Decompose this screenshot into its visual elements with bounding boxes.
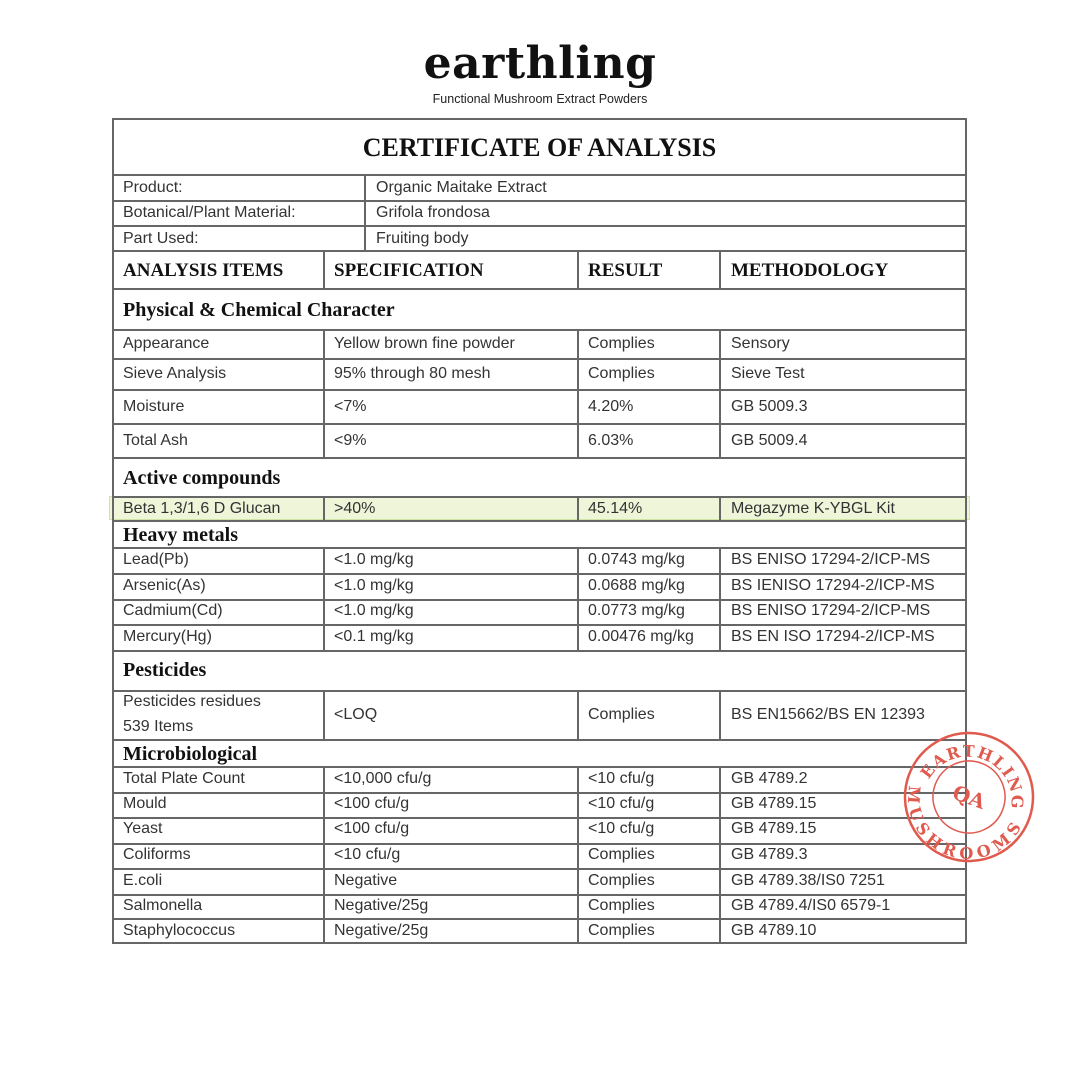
cell-spec: <1.0 mg/kg — [334, 602, 414, 619]
cell-result: 0.0688 mg/kg — [588, 577, 685, 594]
grid-line — [112, 766, 967, 768]
cell-item: Moisture — [123, 398, 185, 415]
grid-line — [577, 250, 579, 289]
cell-method: BS EN15662/BS EN 12393 — [731, 706, 925, 723]
cell-method: GB 4789.10 — [731, 922, 817, 939]
cell-spec: <7% — [334, 398, 367, 415]
stamp-bottom-text: MUSHROOMS — [903, 785, 1026, 864]
grid-line — [112, 894, 967, 896]
cell-item: Salmonella — [123, 897, 203, 914]
grid-line — [323, 329, 325, 458]
grid-line — [112, 624, 967, 626]
grid-line — [323, 250, 325, 289]
column-header-specification: SPECIFICATION — [334, 260, 484, 281]
info-value-product: Organic Maitake Extract — [376, 179, 547, 196]
grid-line — [112, 174, 967, 176]
grid-line — [112, 457, 967, 459]
cell-method: Megazyme K-YBGL Kit — [731, 500, 895, 517]
grid-line — [112, 200, 967, 202]
cell-method: BS IENISO 17294-2/ICP-MS — [731, 577, 935, 594]
grid-line — [719, 766, 721, 944]
grid-line — [112, 918, 967, 920]
section-title-active-compounds: Active compounds — [123, 467, 281, 489]
info-value-botanical: Grifola frondosa — [376, 204, 490, 221]
cell-item: Total Ash — [123, 432, 188, 449]
grid-line — [112, 547, 967, 549]
grid-line — [112, 817, 967, 819]
grid-line — [577, 329, 579, 458]
cell-method: GB 4789.15 — [731, 795, 817, 812]
cell-item: Yeast — [123, 820, 163, 837]
grid-line — [364, 174, 366, 251]
cell-result: Complies — [588, 872, 655, 889]
grid-line — [112, 329, 967, 331]
cell-method: GB 4789.38/IS0 7251 — [731, 872, 885, 889]
cell-item: Sieve Analysis — [123, 365, 227, 382]
certificate-of-analysis — [112, 118, 967, 944]
cell-method: BS ENISO 17294-2/ICP-MS — [731, 602, 931, 619]
grid-line — [112, 288, 967, 290]
cell-item: Coliforms — [123, 846, 191, 863]
cell-result: Complies — [588, 846, 655, 863]
cell-result: 6.03% — [588, 432, 634, 449]
grid-line — [577, 690, 579, 740]
cell-method: GB 4789.3 — [731, 846, 808, 863]
grid-line — [719, 547, 721, 650]
cell-method: BS EN ISO 17294-2/ICP-MS — [731, 628, 935, 645]
cell-spec: <100 cfu/g — [334, 795, 410, 812]
cell-method: Sieve Test — [731, 365, 805, 382]
grid-line — [323, 547, 325, 650]
info-label-botanical: Botanical/Plant Material: — [123, 204, 296, 221]
cell-spec: <1.0 mg/kg — [334, 577, 414, 594]
column-header-result: RESULT — [588, 260, 663, 281]
info-label-product: Product: — [123, 179, 183, 196]
grid-line — [112, 225, 967, 227]
cell-result: 45.14% — [588, 500, 643, 517]
cell-result: <10 cfu/g — [588, 795, 655, 812]
column-header-methodology: METHODOLOGY — [731, 260, 889, 281]
cell-spec: <9% — [334, 432, 367, 449]
grid-line — [577, 496, 579, 521]
grid-line — [323, 496, 325, 521]
cell-result: 4.20% — [588, 398, 634, 415]
cell-item: Total Plate Count — [123, 770, 245, 787]
cell-item: Staphylococcus — [123, 922, 236, 939]
grid-line — [112, 573, 967, 575]
cell-result: Complies — [588, 335, 655, 352]
cell-result: <10 cfu/g — [588, 820, 655, 837]
cell-item: Lead(Pb) — [123, 551, 189, 568]
cell-result: Complies — [588, 922, 655, 939]
cell-item: Mercury(Hg) — [123, 628, 212, 645]
brand-tagline: Functional Mushroom Extract Powders — [432, 92, 648, 106]
grid-line — [577, 766, 579, 944]
cell-item: Arsenic(As) — [123, 577, 206, 594]
cell-spec: >40% — [334, 500, 376, 517]
cell-spec: <10,000 cfu/g — [334, 770, 432, 787]
grid-line — [719, 329, 721, 458]
grid-line — [112, 423, 967, 425]
grid-line — [719, 690, 721, 740]
cell-spec: <1.0 mg/kg — [334, 551, 414, 568]
cell-spec: 95% through 80 mesh — [334, 365, 491, 382]
info-label-part-used: Part Used: — [123, 230, 199, 247]
section-title-heavy-metals: Heavy metals — [123, 524, 238, 546]
grid-line — [112, 843, 967, 845]
grid-line — [112, 792, 967, 794]
cell-result: 0.00476 mg/kg — [588, 628, 694, 645]
grid-line — [112, 942, 967, 944]
grid-line — [112, 650, 967, 652]
info-value-part-used: Fruiting body — [376, 230, 469, 247]
cell-result: Complies — [588, 706, 655, 723]
column-header-analysis-items: ANALYSIS ITEMS — [123, 260, 284, 281]
cell-method: GB 5009.4 — [731, 432, 808, 449]
stamp-top-text: EARTHLING — [916, 741, 1027, 811]
cell-spec: <100 cfu/g — [334, 820, 410, 837]
grid-line — [112, 118, 114, 944]
grid-line — [719, 496, 721, 521]
cell-spec: <10 cfu/g — [334, 846, 401, 863]
cell-method: Sensory — [731, 335, 790, 352]
cell-item: E.coli — [123, 872, 163, 889]
cell-spec: Negative/25g — [334, 897, 429, 914]
grid-line — [719, 250, 721, 289]
cell-item: Appearance — [123, 335, 210, 352]
section-title-physical-chemical: Physical & Chemical Character — [123, 299, 395, 321]
cell-result: 0.0743 mg/kg — [588, 551, 685, 568]
grid-line — [112, 389, 967, 391]
qa-stamp — [901, 729, 1037, 865]
cell-result: Complies — [588, 897, 655, 914]
grid-line — [112, 690, 967, 692]
cell-result: 0.0773 mg/kg — [588, 602, 685, 619]
cell-spec: Negative — [334, 872, 398, 889]
grid-line — [323, 766, 325, 944]
stamp-center-text: QA — [949, 780, 989, 814]
grid-line — [112, 496, 967, 498]
grid-line — [112, 739, 967, 741]
cell-method: GB 5009.3 — [731, 398, 808, 415]
grid-line — [112, 868, 967, 870]
cell-item-line2: 539 Items — [123, 718, 194, 735]
cell-result: Complies — [588, 365, 655, 382]
grid-line — [112, 520, 967, 522]
cell-item: Pesticides residues — [123, 693, 261, 710]
cell-item: Beta 1,3/1,6 D Glucan — [123, 500, 281, 517]
grid-line — [323, 690, 325, 740]
cell-item: Mould — [123, 795, 167, 812]
cell-spec: <LOQ — [334, 706, 378, 723]
grid-line — [112, 250, 967, 252]
grid-line — [577, 547, 579, 650]
cell-result: <10 cfu/g — [588, 770, 655, 787]
cell-spec: <0.1 mg/kg — [334, 628, 414, 645]
brand-logo: earthling — [423, 38, 657, 89]
cell-method: GB 4789.15 — [731, 820, 817, 837]
certificate-title: CERTIFICATE OF ANALYSIS — [362, 133, 717, 162]
cell-method: GB 4789.4/IS0 6579-1 — [731, 897, 891, 914]
cell-method: GB 4789.2 — [731, 770, 808, 787]
cell-spec: Yellow brown fine powder — [334, 335, 515, 352]
grid-line — [112, 599, 967, 601]
section-title-pesticides: Pesticides — [123, 659, 207, 681]
grid-line — [112, 118, 967, 120]
cell-item: Cadmium(Cd) — [123, 602, 223, 619]
section-title-microbiological: Microbiological — [123, 743, 258, 765]
grid-line — [112, 358, 967, 360]
cell-spec: Negative/25g — [334, 922, 429, 939]
cell-method: BS ENISO 17294-2/ICP-MS — [731, 551, 931, 568]
